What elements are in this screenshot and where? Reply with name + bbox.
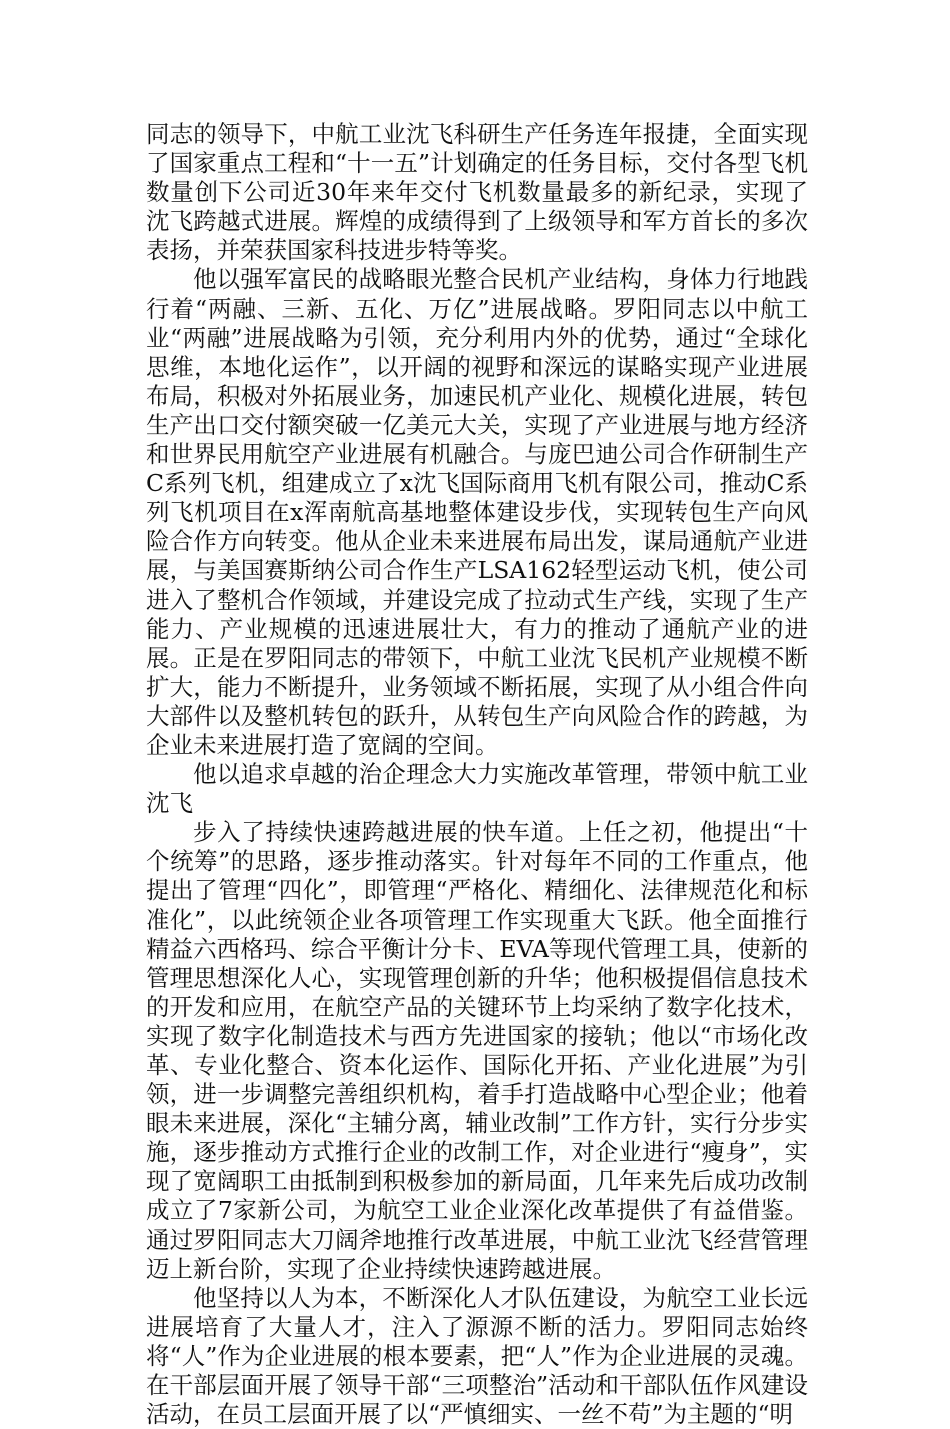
paragraph-1: 同志的领导下，中航工业沈飞科研生产任务连年报捷，全面实现了国家重点工程和“十一五”计划确定的任务目标，交付各型飞机数量创下公司近30年来年交付飞机数量最多的新纪录，实现了沈飞跨越式进展。辉煌的成绩得到了上级领导和军方首长的多次表扬，并荣获国家科技进步特等奖。 [146,120,808,265]
paragraph-3: 他以追求卓越的治企理念大力实施改革管理，带领中航工业沈飞 [146,760,808,818]
paragraph-2: 他以强军富民的战略眼光整合民机产业结构，身体力行地践行着“两融、三新、五化、万亿”进展战略。罗阳同志以中航工业“两融”进展战略为引领，充分利用内外的优势，通过“全球化思维，本地化运作”，以开阔的视野和深远的谋略实现产业进展布局，积极对外拓展业务，加速民机产业化、规模化进展，转包生产出口交付额突破一亿美元大关，实现了产业进展与地方经济和世界民用航空产业进展有机融合。与庞巴迪公司合作研制生产C系列飞机，组建成立了x沈飞国际商用飞机有限公司，推动C系列飞机项目在x浑南航高基地整体建设步伐，实现转包生产向风险合作方向转变。他从企业未来进展布局出发，谋局通航产业进展，与美国赛斯纳公司合作生产LSA162轻型运动飞机，使公司进入了整机合作领域，并建设完成了拉动式生产线，实现了生产能力、产业规模的迅速进展壮大，有力的推动了通航产业的进展。正是在罗阳同志的带领下，中航工业沈飞民机产业规模不断扩大，能力不断提升，业务领域不断拓展，实现了从小组合件向大部件以及整机转包的跃升，从转包生产向风险合作的跨越，为企业未来进展打造了宽阔的空间。 [146,265,808,759]
paragraph-4: 步入了持续快速跨越进展的快车道。上任之初，他提出“十个统筹”的思路，逐步推动落实。针对每年不同的工作重点，他提出了管理“四化”，即管理“严格化、精细化、法律规范化和标准化”，以此统领企业各项管理工作实现重大飞跃。他全面推行精益六西格玛、综合平衡计分卡、EVA等现代管理工具，使新的管理思想深化人心，实现管理创新的升华；他积极提倡信息技术的开发和应用，在航空产品的关键环节上均采纳了数字化技术，实现了数字化制造技术与西方先进国家的接轨；他以“市场化改革、专业化整合、资本化运作、国际化开拓、产业化进展”为引领，进一步调整完善组织机构，着手打造战略中心型企业；他着眼未来进展，深化“主辅分离，辅业改制”工作方针，实行分步实施，逐步推动方式推行企业的改制工作，对企业进行“瘦身”，实现了宽阔职工由抵制到积极参加的新局面，几年来先后成功改制成立了7家新公司，为航空工业企业深化改革提供了有益借鉴。通过罗阳同志大刀阔斧地推行改革进展，中航工业沈飞经营管理迈上新台阶，实现了企业持续快速跨越进展。 [146,818,808,1283]
paragraph-5: 他坚持以人为本，不断深化人才队伍建设，为航空工业长远进展培育了大量人才，注入了源源不断的活力。罗阳同志始终将“人”作为企业进展的根本要素，把“人”作为企业进展的灵魂。在干部层面开展了领导干部“三项整治”活动和干部队伍作风建设活动，在员工层面开展了以“严慎细实、一丝不苟”为主题的“明 [146,1283,808,1429]
document-body [146,120,808,1429]
